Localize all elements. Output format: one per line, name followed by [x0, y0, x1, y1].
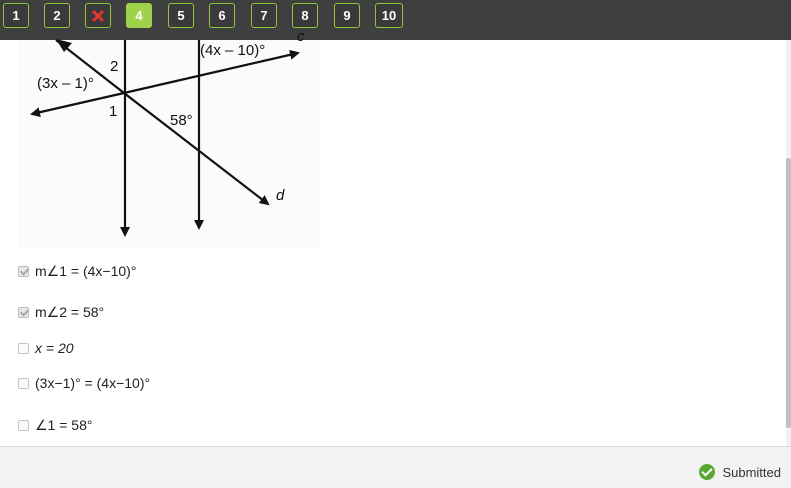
question-button-6[interactable]: 6 [209, 3, 235, 28]
answer-option-2[interactable] [18, 302, 104, 322]
answer-option-5[interactable] [18, 415, 92, 435]
question-button-5[interactable]: 5 [168, 3, 194, 28]
angle-3x-label: (3x – 1)° [37, 75, 94, 92]
question-nav-bar [0, 0, 791, 40]
angle-1-label: 1 [109, 103, 118, 120]
question-button-3-incorrect[interactable] [85, 3, 111, 28]
answer-option-2-text: m∠2 = 58° [35, 303, 105, 320]
question-button-7[interactable]: 7 [251, 3, 277, 28]
angle-2-label: 2 [110, 58, 119, 75]
angle-58-label: 58° [170, 112, 193, 129]
answer-checkbox-4[interactable] [18, 378, 29, 389]
question-content [0, 28, 786, 446]
submission-status [699, 464, 781, 480]
question-button-2[interactable]: 2 [44, 3, 70, 28]
content-scrollbar-thumb[interactable] [786, 158, 791, 428]
geometry-figure [18, 28, 320, 248]
transversal-diagram [18, 40, 320, 248]
answer-option-5-text: ∠1 = 58° [35, 416, 93, 433]
answer-checkbox-1[interactable] [18, 266, 29, 277]
angle-4x-label: (4x – 10)° [200, 42, 266, 59]
line-c-label: c [297, 28, 305, 45]
answer-checkbox-5[interactable] [18, 420, 29, 431]
question-button-10[interactable]: 10 [375, 3, 403, 28]
check-circle-icon [699, 464, 715, 480]
x-mark-icon [92, 10, 104, 22]
answer-option-1-text: m∠1 = (4x−10)° [35, 262, 137, 279]
question-button-1[interactable]: 1 [3, 3, 29, 28]
line-d-label: d [276, 187, 285, 204]
answer-option-4-text: (3x−1)° = (4x−10)° [35, 375, 151, 391]
question-button-9[interactable]: 9 [334, 3, 360, 28]
question-button-8[interactable]: 8 [292, 3, 318, 28]
line-c [124, 53, 298, 93]
submission-status-text: Submitted [722, 464, 781, 480]
answer-option-1[interactable] [18, 261, 136, 281]
footer-bar [0, 446, 791, 488]
question-button-4-current[interactable]: 4 [126, 3, 152, 28]
answer-option-4[interactable] [18, 373, 150, 393]
answer-checkbox-3[interactable] [18, 343, 29, 354]
answer-option-3[interactable] [18, 338, 74, 358]
answer-option-3-text: x = 20 [35, 340, 74, 356]
answer-checkbox-2[interactable] [18, 307, 29, 318]
